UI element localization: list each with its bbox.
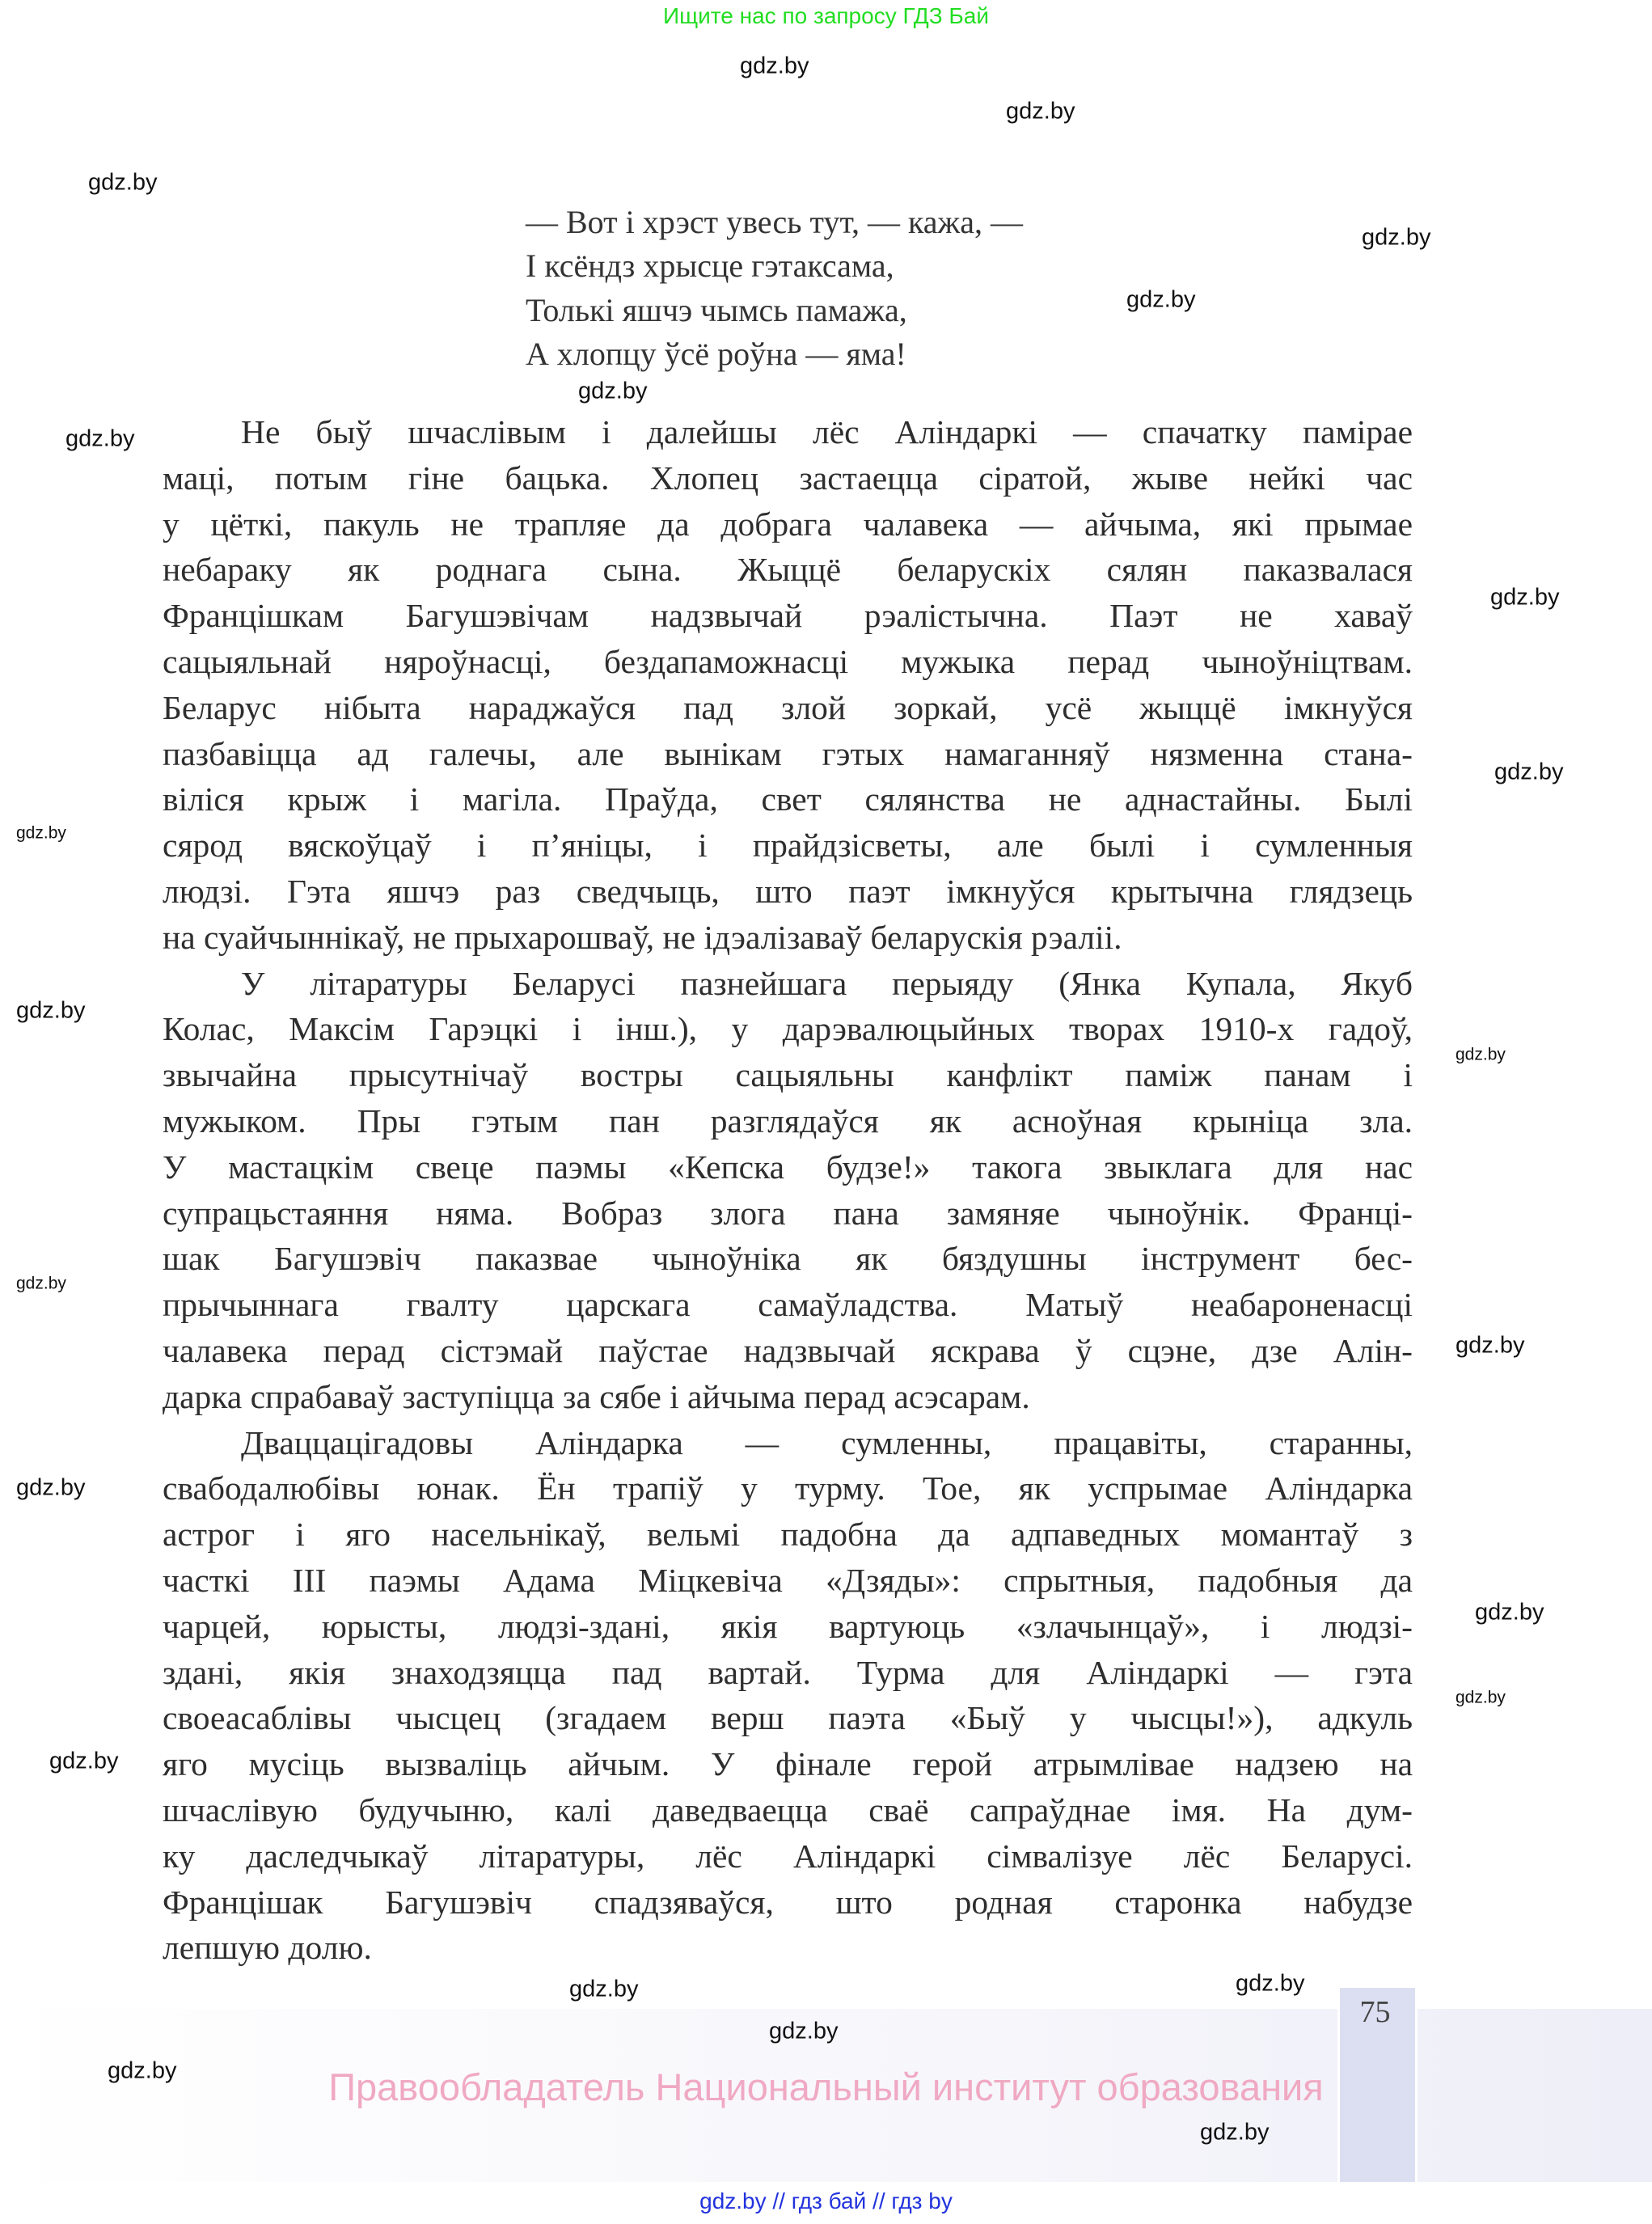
- text-line: на суайчыннікаў, не прыхарошваў, не ідэалізаваў беларускія рэаліі.: [163, 918, 1122, 956]
- text-line: Дваццацігадовы Аліндарка — сумленны, працавіты, старанны,: [241, 1423, 1413, 1461]
- body-text: [163, 409, 1413, 1971]
- text-line: шак Багушэвіч паказвае чыноўніка як бяздушны інструмент бес-: [163, 1240, 1413, 1278]
- text-line: своеасаблівы чысцец (згадаем верш паэта «Быў у чысцы!»), адкуль: [163, 1699, 1413, 1737]
- gdz-watermark: gdz.by: [108, 2057, 177, 2084]
- text-line: сацыяльнай няроўнасці, бездапаможнасці мужыка перад чыноўніцтвам.: [163, 642, 1413, 680]
- poem-line: — Вот і хрэст увесь тут, — кажа, —: [526, 204, 1023, 240]
- text-line: Францішак Багушэвіч спадзяваўся, што родная старонка набудзе: [163, 1883, 1413, 1921]
- text-line: у цёткі, пакуль не трапляе да добрага чалавека — айчыма, які прымае: [163, 505, 1413, 543]
- gdz-watermark: gdz.by: [1006, 98, 1075, 125]
- gdz-watermark: gdz.by: [16, 823, 66, 843]
- text-line: Францішкам Багушэвічам надзвычай рэалістычна. Паэт не хаваў: [163, 597, 1413, 635]
- gdz-watermark: gdz.by: [578, 378, 648, 404]
- text-line: чарцей, юрысты, людзі-здані, якія вартуюць «злачынцаў», і людзі-: [163, 1607, 1413, 1645]
- gdz-watermark: gdz.by: [1456, 1688, 1506, 1707]
- text-line: прычыннага гвалту царскага самаўладства. Матыў неабароненасці: [163, 1286, 1413, 1324]
- text-line: людзі. Гэта яшчэ раз сведчыць, што паэт імкнуўся крытычна глядзець: [163, 872, 1413, 910]
- text-line: шчаслівую будучыню, калі даведваецца сваё сапраўднае імя. На дум-: [163, 1791, 1413, 1829]
- gdz-watermark: gdz.by: [1362, 224, 1431, 251]
- gdz-watermark: gdz.by: [1200, 2119, 1270, 2146]
- gdz-watermark: gdz.by: [16, 997, 86, 1024]
- search-hint-banner: Ищите нас по запросу ГДЗ Бай: [662, 3, 990, 28]
- poem-line: І ксёндз хрысце гэтаксама,: [526, 247, 894, 285]
- copyright-watermark: Правообладатель Национальный институт образования: [328, 2065, 1324, 2108]
- text-line: сярод вяскоўцаў і п’яніцы, і прайдзісветы, але былі і сумленныя: [163, 827, 1413, 865]
- gdz-watermark: gdz.by: [16, 1474, 86, 1501]
- poem-line: А хлопцу ўсё роўна — яма!: [526, 335, 906, 372]
- text-line: У літаратуры Беларусі пазнейшага перыяду (Янка Купала, Якуб: [241, 964, 1413, 1002]
- text-line: яго мусіць вызваліць айчым. У фінале герой атрымлівае надзею на: [163, 1745, 1413, 1783]
- paragraph: [163, 409, 1413, 961]
- gdz-watermark: gdz.by: [569, 1976, 639, 2002]
- text-line: часткі III паэмы Адама Міцкевіча «Дзяды»: спрытныя, падобныя да: [163, 1561, 1413, 1599]
- page-number: 75: [1359, 1995, 1391, 2029]
- text-line: звычайна прысутнічаў востры сацыяльны канфлікт паміж панам і: [163, 1056, 1413, 1094]
- gdz-watermark: gdz.by: [1236, 1970, 1305, 1997]
- text-line: свабодалюбівы юнак. Ён трапіў у турму. Тое, як успрымае Аліндарка: [163, 1469, 1413, 1507]
- text-line: Беларус нібыта нараджаўся пад злой зоркай, усё жыццё імкнуўся: [163, 688, 1413, 726]
- gdz-watermark: gdz.by: [1490, 584, 1560, 611]
- gdz-watermark: gdz.by: [49, 1748, 119, 1774]
- text-line: маці, потым гіне бацька. Хлопец застаецца сіратой, жыве нейкі час: [163, 459, 1413, 497]
- paragraph: [163, 1420, 1413, 1972]
- text-line: Колас, Максім Гарэцкі і інш.), у дарэвалюцыйных творах 1910-х гадоў,: [163, 1010, 1413, 1048]
- gdz-watermark: gdz.by: [1456, 1045, 1506, 1064]
- gdz-watermark: gdz.by: [1456, 1332, 1525, 1359]
- footer-links[interactable]: gdz.by // гдз бай // гдз by: [699, 2188, 953, 2213]
- gdz-watermark: gdz.by: [1475, 1599, 1544, 1626]
- poem-quote: [526, 201, 1023, 376]
- text-line: астрог і яго насельнікаў, вельмі падобна да адпаведных момантаў з: [163, 1516, 1413, 1554]
- text-line: У мастацкім свеце паэмы «Кепска будзе!» такога звыклага для нас: [163, 1148, 1413, 1186]
- text-line: Не быў шчаслівым і далейшы лёс Аліндаркі — спачатку памірае: [241, 413, 1413, 450]
- text-line: супрацьстаяння няма. Вобраз злога пана замяняе чыноўнік. Францi-: [163, 1194, 1413, 1232]
- text-line: ку даследчыкаў літаратуры, лёс Аліндаркі сімвалізуе лёс Беларусі.: [163, 1837, 1413, 1875]
- text-line: мужыком. Пры гэтым пан разглядаўся як асноўная крыніца зла.: [163, 1101, 1413, 1139]
- paragraph: [163, 961, 1413, 1420]
- gdz-watermark: gdz.by: [1494, 759, 1564, 785]
- text-line: небараку як роднага сына. Жыццё беларускіх сялян паказвалася: [163, 551, 1413, 589]
- text-line: пазбавіцца ад галечы, але вынікам гэтых намаганняў нязменна стана-: [163, 734, 1413, 772]
- gdz-watermark: gdz.by: [769, 2018, 839, 2044]
- text-line: віліся крыж і магіла. Праўда, свет сялянства не аднастайны. Былі: [163, 780, 1413, 818]
- text-line: дарка спрабаваў заступіцца за сябе і айчыма перад асэсарам.: [163, 1377, 1030, 1415]
- gdz-watermark: gdz.by: [16, 1274, 66, 1293]
- text-line: чалавека перад сістэмай паўстае надзвычай яскрава ў сцэне, дзе Алін-: [163, 1331, 1413, 1369]
- gdz-watermark: gdz.by: [740, 53, 809, 79]
- poem-line: Толькі яшчэ чымсь памажа,: [526, 291, 907, 328]
- gdz-watermark: gdz.by: [1126, 286, 1196, 313]
- gdz-watermark: gdz.by: [88, 169, 158, 196]
- text-line: здані, якія знаходзяцца пад вартай. Турма для Аліндаркі — гэта: [163, 1653, 1413, 1691]
- gdz-watermark: gdz.by: [65, 425, 135, 452]
- text-line: лепшую долю.: [163, 1929, 372, 1967]
